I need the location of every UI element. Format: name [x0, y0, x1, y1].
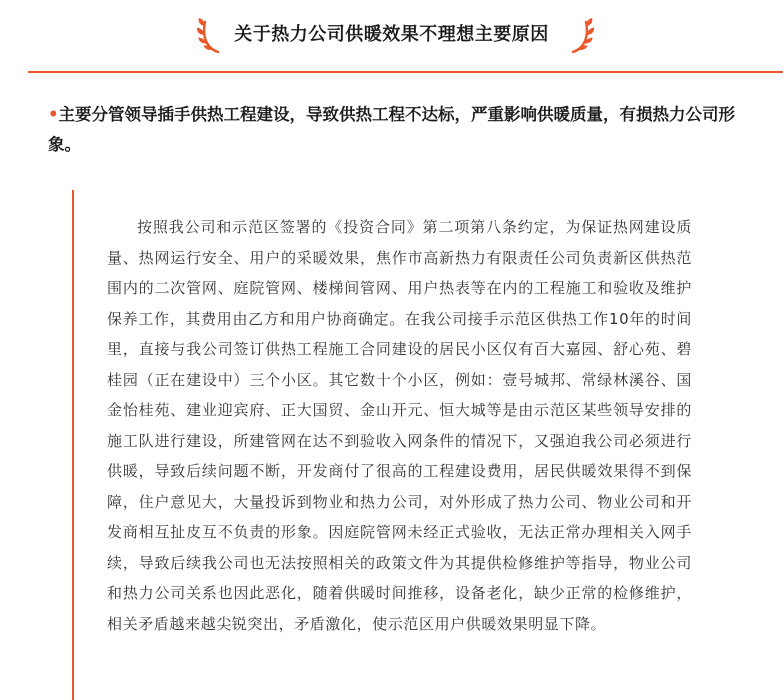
body-paragraph: 按照我公司和示范区签署的《投资合同》第二项第八条约定，为保证热网建设质量、热网运行安全、用户的采暖效果，焦作市高新热力有限责任公司负责新区供热范围内的二次管网、庭院管网、楼梯间管网、用户热表等在内的工程施工和验收及维护保养工作，其费用由乙方和用户协商确定。在我公司接手示范区供热工作10年的时间里，直接与我公司签订供热工程施工合同建设的居民小区仅有百大嘉园、舒心苑、碧桂园（正在建设中）三个小区。其它数十个小区，例如：壹号城邦、常绿林溪谷、国金怡桂苑、建业迎宾府、正大国贸、金山开元、恒大城等是由示范区某些领导安排的施工队进行建设，所建管网在达不到验收入网条件的情况下，又强迫我公司必须进行供暖，导致后续问题不断，开发商付了很高的工程建设费用，居民供暖效果得不到保障，住户意见大，大量投诉到物业和热力公司，对外形成了热力公司、物业公司和开发商相互扯皮互不负责的形象。因庭院管网未经正式验收，无法正常办理相关入网手续，导致后续我公司也无法按照相关的政策文件为其提供检修维护等指导，物业公司和热力公司关系也因此恶化，随着供暖时间推移，设备老化，缺少正常的检修维护，相关矛盾越来越尖锐突出，矛盾激化，使示范区用户供暖效果明显下降。 [107, 218, 692, 633]
key-point-text: 主要分管领导插手供热工程建设，导致供热工程不达标，严重影响供暖质量，有损热力公司形象。 [48, 105, 736, 154]
page-title: 关于热力公司供暖效果不理想主要原因 [234, 24, 549, 45]
bullet-dot: • [48, 105, 59, 124]
key-point [48, 100, 768, 160]
header [0, 0, 783, 72]
laurel-right-icon [565, 14, 595, 54]
quote-bar [72, 190, 74, 700]
header-divider [28, 71, 783, 73]
